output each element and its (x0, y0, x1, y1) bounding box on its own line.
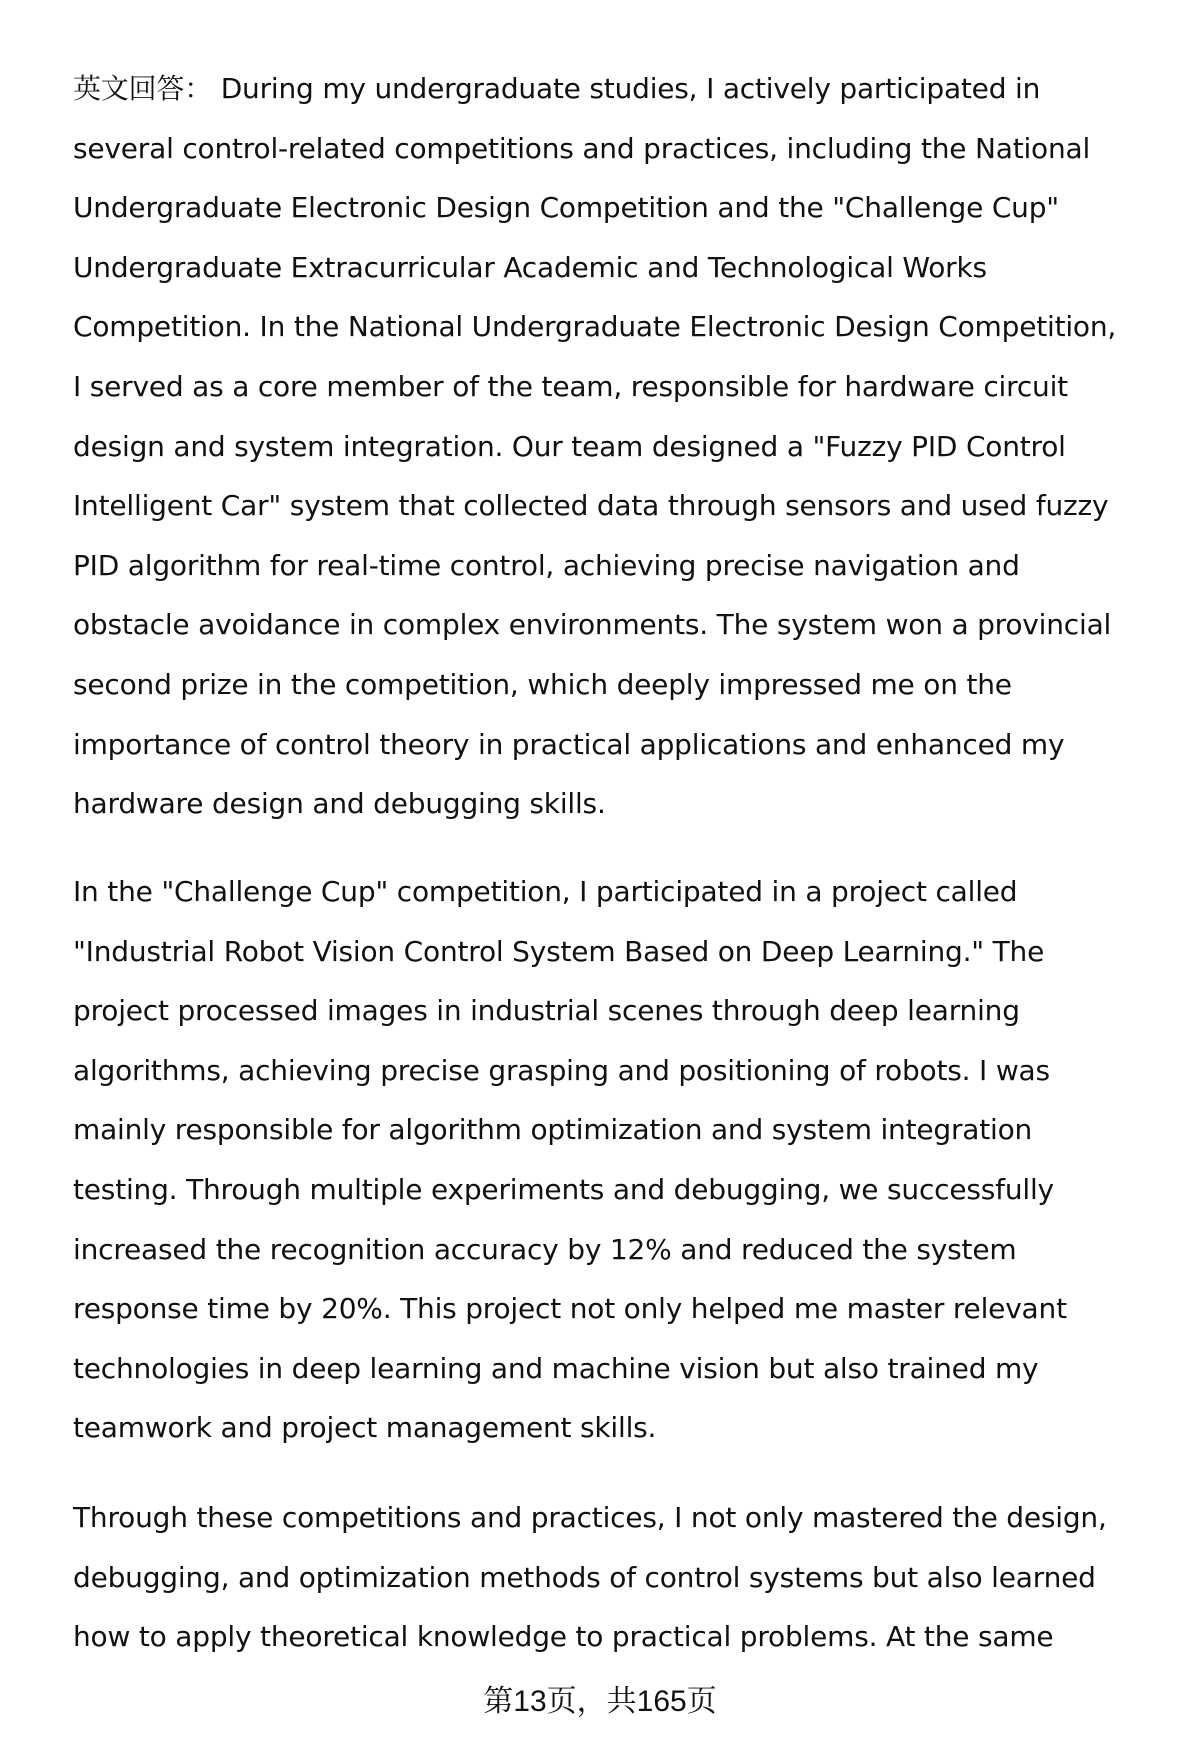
text-line: Competition. In the National Undergraduate Electronic Design Competition, (73, 310, 1117, 344)
text-line: mainly responsible for algorithm optimization and system integration (73, 1113, 1033, 1147)
text-line: technologies in deep learning and machine vision but also trained my (73, 1351, 1039, 1385)
text-line: increased the recognition accuracy by 12% and reduced the system (73, 1232, 1017, 1266)
text-line: project processed images in industrial scenes through deep learning (73, 994, 1020, 1028)
text-line: hardware design and debugging skills. (73, 787, 606, 821)
text-line: design and system integration. Our team designed a "Fuzzy PID Control (73, 429, 1066, 463)
text-line: I served as a core member of the team, responsible for hardware circuit (73, 369, 1068, 403)
text-line: several control-related competitions and practices, including the National (73, 131, 1091, 165)
text-line: Undergraduate Extracurricular Academic and Technological Works (73, 250, 987, 284)
text-line: obstacle avoidance in complex environments. The system won a provincial (73, 608, 1112, 642)
text-line: Through these competitions and practices, I not only mastered the design, (73, 1501, 1107, 1534)
text-line: debugging, and optimization methods of control systems but also learned (73, 1560, 1096, 1594)
paragraph-3 (73, 1488, 1183, 1667)
paragraph-2 (73, 862, 1183, 1458)
paragraph-1 (73, 59, 1183, 834)
text-line: how to apply theoretical knowledge to practical problems. At the same (73, 1620, 1054, 1654)
text-line: testing. Through multiple experiments and debugging, we successfully (73, 1172, 1054, 1206)
text-line: importance of control theory in practical applications and enhanced my (73, 727, 1065, 761)
text-line: Undergraduate Electronic Design Competition and the "Challenge Cup" (73, 191, 1059, 225)
text-line: second prize in the competition, which deeply impressed me on the (73, 667, 1012, 701)
text-line: PID algorithm for real-time control, achieving precise navigation and (73, 548, 1020, 582)
text-line: "Industrial Robot Vision Control System Based on Deep Learning." The (73, 934, 1045, 968)
text-line: response time by 20%. This project not only helped me master relevant (73, 1292, 1067, 1326)
page-number-footer: 第13页，共165页 (483, 1685, 717, 1718)
text-line: 英文回答： During my undergraduate studies, I actively participated in (73, 72, 1041, 105)
text-line: teamwork and project management skills. (73, 1411, 657, 1445)
text-line: Intelligent Car" system that collected data through sensors and used fuzzy (73, 489, 1109, 523)
text-line: In the "Challenge Cup" competition, I participated in a project called (73, 875, 1018, 908)
text-line: algorithms, achieving precise grasping and positioning of robots. I was (73, 1053, 1050, 1087)
